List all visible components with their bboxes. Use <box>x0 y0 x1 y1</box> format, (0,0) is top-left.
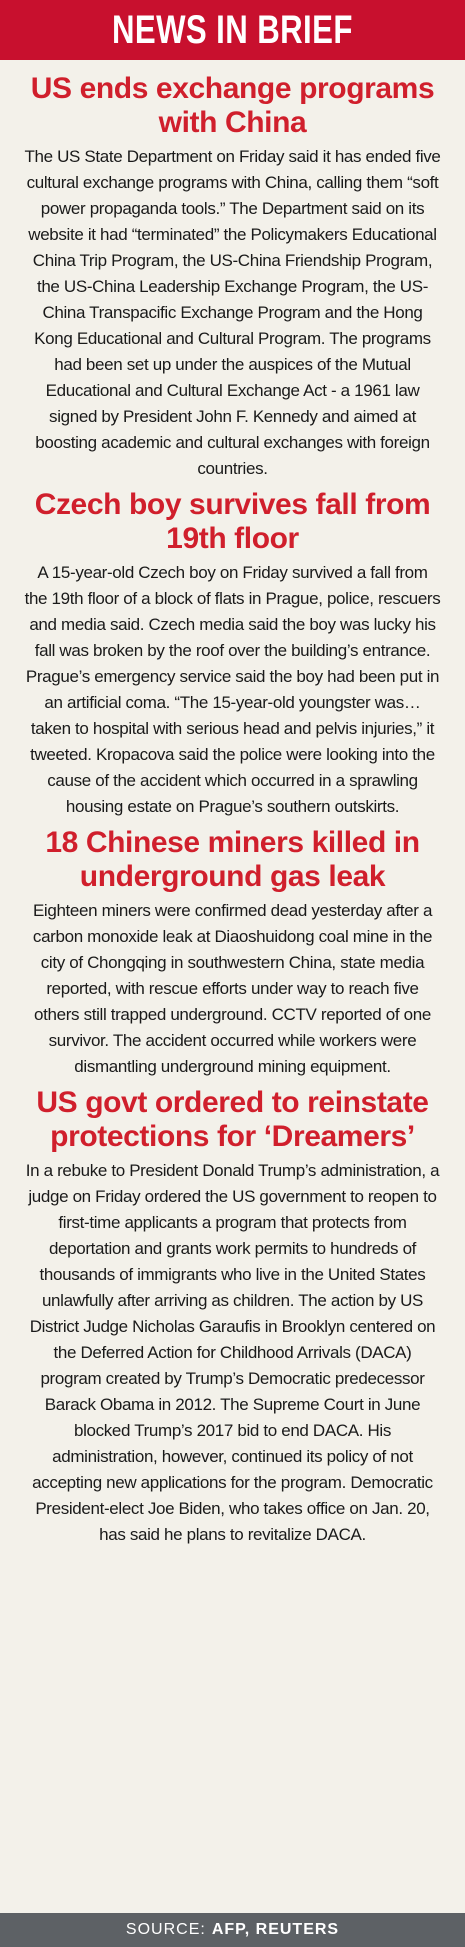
source-label: SOURCE: <box>125 1921 206 1938</box>
story-body: A 15-year-old Czech boy on Friday survived a fall from the 19th floor of a block of flats in Prague, police, rescuers and media said. Czech media said the boy was lucky his fall was broken by the roof over the building’s entrance. Prague’s emergency service said the boy had been put in an artificial coma. “The 15-year-old youngster was… taken to hospital with serious head and pelvis injuries,” it tweeted. Kropacova said the police were looking into the cause of the accident which occurred in a sprawling housing estate on Prague’s southern outskirts. <box>24 563 441 816</box>
story-headline: US ends exchange programs with China <box>30 72 435 139</box>
story-body: Eighteen miners were confirmed dead yesterday after a carbon monoxide leak at Diaoshuidong coal mine in the city of Chongqing in southwestern China, state media reported, with rescue efforts under way to reach five others still trapped underground. CCTV reported of one survivor. The accident occurred while workers were dismantling underground mining equipment. <box>32 901 433 1076</box>
source-bar <box>0 1913 465 1947</box>
story-body: The US State Department on Friday said it has ended five cultural exchange programs with China, calling them “soft power propaganda tools.” The Department said on its website it had “terminated” the Policymakers Educational China Trip Program, the US-China Friendship Program, the US-China Leadership Exchange Program, the US-China Transpacific Exchange Program and the Hong Kong Educational and Cultural Program. The programs had been set up under the auspices of the Mutual Educational and Cultural Exchange Act - a 1961 law signed by President John F. Kennedy and aimed at boosting academic and cultural exchanges with foreign countries. <box>24 147 441 478</box>
story-headline: US govt ordered to reinstate protections for ‘Dreamers’ <box>36 1086 429 1153</box>
story-headline: 18 Chinese miners killed in underground gas leak <box>45 826 420 893</box>
source-value: AFP, REUTERS <box>211 1921 340 1938</box>
story-exchange-programs <box>24 72 441 482</box>
story-dreamers <box>24 1086 441 1548</box>
story-headline: Czech boy survives fall from 19th floor <box>34 488 431 555</box>
story-body: In a rebuke to President Donald Trump’s administration, a judge on Friday ordered the US government to reopen to first-time applicants a program that protects from deportation and grants work permits to hundreds of thousands of immigrants who live in the United States unlawfully after arriving as children. The action by US District Judge Nicholas Garaufis in Brooklyn centered on the Deferred Action for Childhood Arrivals (DACA) program created by Trump’s Democratic predecessor Barack Obama in 2012. The Supreme Court in June blocked Trump’s 2017 bid to end DACA. His administration, however, continued its policy of not accepting new applications for the program. Democratic President-elect Joe Biden, who takes office on Jan. 20, has said he plans to revitalize DACA. <box>25 1161 440 1544</box>
stories-column <box>0 60 465 1548</box>
masthead-title: NEWS IN BRIEF <box>112 7 353 52</box>
story-czech-boy <box>24 488 441 820</box>
masthead <box>0 0 465 60</box>
story-chinese-miners <box>24 826 441 1080</box>
